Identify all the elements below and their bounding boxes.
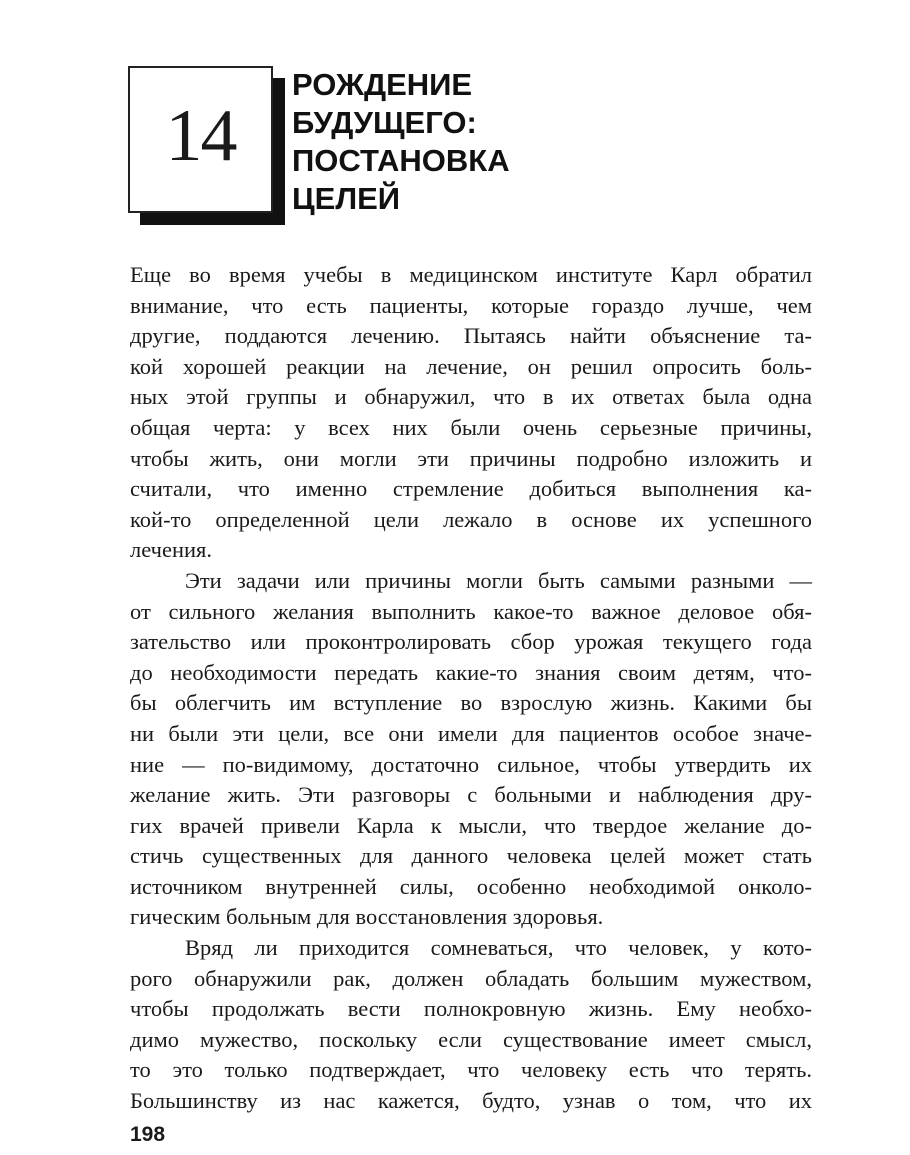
text-line: зательство или проконтролировать сбор урожая текущего года — [130, 629, 812, 655]
text-line: ни были эти цели, все они имели для пациентов особое значе- — [130, 720, 812, 746]
text-line: источником внутренней силы, особенно необходимой онколо- — [130, 873, 812, 899]
text-line: Еще во время учебы в медицинском институте Карл обратил — [130, 262, 812, 287]
text-line: Вряд ли приходится сомневаться, что человек, у кото- — [185, 935, 812, 961]
text-line: до необходимости передать какие-то знания своим детям, что- — [130, 659, 812, 685]
chapter-title-line: БУДУЩЕГО: — [292, 105, 477, 140]
text-line: чтобы продолжать вести полнокровную жизнь. Ему необхо- — [130, 996, 812, 1022]
chapter-title-line: РОЖДЕНИЕ — [292, 67, 473, 102]
chapter-title-line: ЦЕЛЕЙ — [292, 181, 401, 216]
text-line: внимание, что есть пациенты, которые гораздо лучше, чем — [130, 292, 812, 318]
text-line: ние — по-видимому, достаточно сильное, чтобы утвердить их — [130, 751, 812, 777]
text-line: чтобы жить, они могли эти причины подробно изложить и — [130, 445, 812, 471]
text-line: лечения. — [130, 537, 213, 563]
text-line: димо мужество, поскольку если существование имеет смысл, — [130, 1026, 812, 1052]
chapter-title-line: ПОСТАНОВКА — [292, 143, 510, 178]
page-number: 198 — [130, 1123, 166, 1146]
text-line: гическим больным для восстановления здоровья. — [130, 904, 604, 930]
text-line: гих врачей привели Карла к мысли, что твердое желание до- — [130, 812, 812, 838]
chapter-number: 14 — [165, 95, 236, 177]
text-line: ных этой группы и обнаружил, что в их ответах была одна — [130, 384, 812, 410]
text-line: то это только подтверждает, что человеку есть что терять. — [130, 1057, 812, 1083]
text-line: кой-то определенной цели лежало в основе их успешного — [130, 506, 812, 532]
text-line: Большинству из нас кажется, будто, узнав о том, что их — [130, 1088, 812, 1114]
paragraph — [130, 260, 812, 566]
text-line: считали, что именно стремление добиться выполнения ка- — [130, 476, 812, 502]
text-line: желание жить. Эти разговоры с больными и наблюдения дру- — [130, 782, 812, 808]
chapter-title — [292, 66, 510, 218]
body-text — [130, 260, 812, 1117]
chapter-number-box — [128, 66, 273, 213]
text-line: кой хорошей реакции на лечение, он решил опросить боль- — [130, 353, 812, 379]
text-line: другие, поддаются лечению. Пытаясь найти объяснение та- — [130, 323, 812, 349]
paragraph — [130, 566, 812, 933]
text-line: бы облегчить им вступление во взрослую жизнь. Какими бы — [130, 690, 812, 716]
text-line: Эти задачи или причины могли быть самыми разными — — [185, 567, 812, 593]
text-line: стичь существенных для данного человека целей может стать — [130, 843, 812, 869]
text-line: общая черта: у всех них были очень серьезные причины, — [130, 414, 812, 440]
text-line: от сильного желания выполнить какое-то важное деловое обя- — [130, 598, 812, 624]
text-line: рого обнаружили рак, должен обладать большим мужеством, — [130, 965, 812, 991]
paragraph — [130, 933, 812, 1117]
